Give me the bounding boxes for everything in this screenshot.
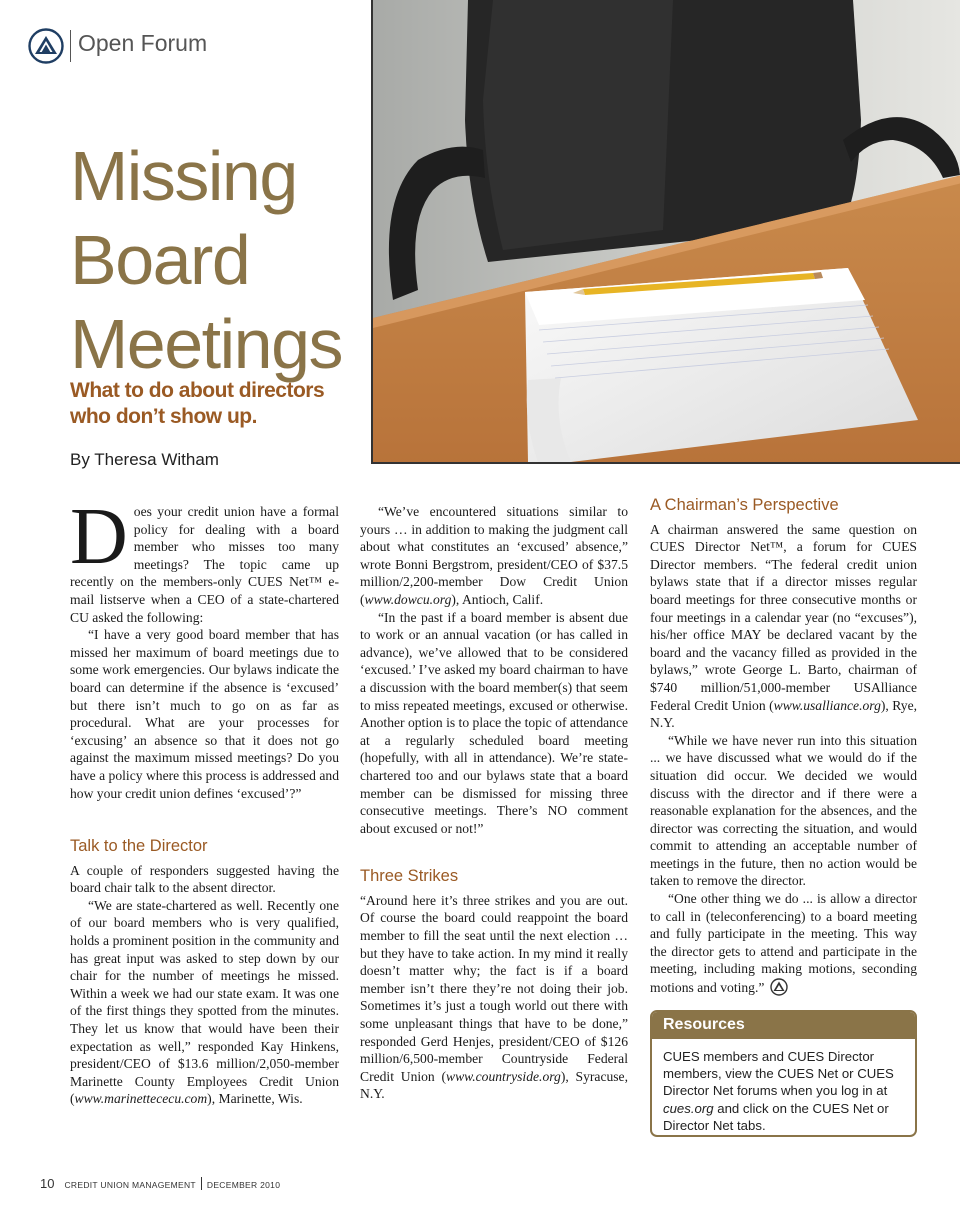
page-number: 10: [40, 1176, 55, 1191]
resources-text-a: CUES members and CUES Director members, view the CUES Net or CUES Director Net forums when you log in at: [663, 1049, 894, 1099]
col1-paragraph-1: [70, 493, 339, 626]
title-line-2: Board: [70, 221, 250, 299]
column-1: [70, 493, 339, 1108]
col1-paragraph-4-text-a: “We are state-chartered as well. Recently one of our board members who is very qualified, holds a prominent position in the community and has great input was asked to step down by our chair for the number of meetings he missed. Within a week we had our state exam. It was one of the first things they spotted from the minutes. They let us know that would have been their expectation as well,” responded Kay Hinkens, president/CEO of $13.6 million/2,050-member Marinette County Employees Credit Union (: [70, 897, 339, 1107]
column-2: [360, 503, 628, 1103]
col2-paragraph-1-text-b: ), Antioch, Calif.: [451, 591, 544, 607]
link-usalliance[interactable]: www.usalliance.org: [773, 697, 881, 713]
column-3: [650, 497, 917, 997]
col1-paragraph-4: [70, 897, 339, 1108]
footer-divider: [201, 1177, 202, 1190]
resources-title: Resources: [652, 1012, 915, 1039]
drop-cap: D: [70, 493, 128, 581]
col1-paragraph-4-text-b: ), Marinette, Wis.: [207, 1091, 303, 1107]
col3-paragraph-1-text-a: A chairman answered the same question on CUES Director Net™, a forum for CUES Director members. “The federal credit union bylaws state that if a director misses regular board meetings for three consecutive months or four meetings in a calendar year (no “excuses”), his/her office MAY be declared vacant by the board and the vacancy filled as provided in the bylaws,” wrote George L. Barto, chairman of $740 million/51,000-member USAlliance Federal Credit Union (: [650, 521, 917, 713]
article-subtitle: [70, 378, 370, 430]
office-chair-desk-paper-pencil-photo: [371, 0, 960, 464]
col2-paragraph-2: “In the past if a board member is absent due to work or an annual vacation (or has called in advance), we’ve allowed that to be considered ‘excused.’ I’ve asked my board chairman to have a discussion with the board member(s) that seem to miss repeated meetings, excused or otherwise. Another option is to place the topic of attendance at a regularly scheduled board meeting (hopefully, with all in attendance). We’re state-chartered too and our bylaws state that a board member can be dismissed for missing three consecutive meetings. There’s NO comment about excused or not!”: [360, 609, 629, 836]
link-dowcu[interactable]: www.dowcu.org: [364, 591, 452, 607]
issue-date: DECEMBER 2010: [206, 1180, 281, 1190]
col1-paragraph-1-text: oes your credit union have a formal policy for dealing with a board member who misses too many meetings? The topic came up recently on the members-only CUES Net™ e-mail listserve when a CEO of a state-chartered CU asked the following:: [70, 504, 339, 625]
col1-paragraph-3: A couple of responders suggested having the board chair talk to the absent director.: [70, 862, 339, 896]
title-line-3: Meetings: [70, 305, 343, 383]
subhead-talk-to-director: Talk to the Director: [70, 837, 208, 856]
col2-paragraph-1: [360, 503, 628, 609]
cues-logo-icon: [28, 28, 64, 64]
section-label: Open Forum: [78, 30, 208, 56]
link-countryside[interactable]: www.countryside.org: [446, 1068, 561, 1084]
col2-paragraph-3-text-a: “Around here it’s three strikes and you are out. Of course the board could reappoint the board member to fill the seat until the next election … but they have to take action. In my mind it really doesn’t matter why; the fact is if a board member isn’t there they’re not doing their job. Sometimes it’s just a tough world out there with some unpleasant things that have to be done,” responded Gerd Henjes, president/CEO of $126 million/6,500-member Countryside Federal Credit Union (: [360, 892, 628, 1084]
link-marinettececu[interactable]: www.marinettececu.com: [74, 1091, 208, 1107]
page-footer: [40, 1176, 280, 1191]
col2-paragraph-3: [360, 892, 628, 1103]
col2-paragraph-1-text-a: “We’ve encountered situations similar to yours … in addition to making the judgment call about what constitutes an ‘excused’ absence,” wrote Bonni Bergstrom, president/CEO of $37.5 million/2,200-member Dow Credit Union (: [360, 504, 628, 607]
subhead-three-strikes: Three Strikes: [360, 867, 459, 886]
col2-paragraph-3-text-b: ), Syracuse, N.Y.: [360, 1068, 628, 1102]
link-cues-org[interactable]: cues.org: [663, 1100, 714, 1116]
subtitle-line-1: What to do about directors: [70, 379, 325, 402]
photo-illustration: [373, 0, 960, 464]
publication-name: CREDIT UNION MANAGEMENT: [64, 1180, 196, 1190]
resources-text: [652, 1039, 915, 1137]
col3-paragraph-1: [650, 521, 917, 732]
col3-paragraph-3-text: “One other thing we do ... is allow a director to call in (teleconferencing) to a board meeting and fully participate in the meeting. This way the director gets to attend and participate in the meeting, including making motions, seconding motions and voting.”: [650, 891, 917, 996]
resources-box: [650, 1010, 917, 1137]
subtitle-line-2: who don’t show up.: [70, 405, 257, 428]
col3-paragraph-2: “While we have never run into this situation ... we have discussed what we would do if the situation did occur. We decided we would discuss with the director and if there were a reasonable explanation for the absences, and the director was correcting the situation, and would commit to attending an acceptable number of meetings in the future, then no action would be taken to remove the director.: [650, 732, 917, 889]
title-line-1: Missing: [70, 137, 297, 215]
resources-text-b: and click on the CUES Net or Director Net tabs.: [663, 1100, 889, 1133]
col3-paragraph-3: [650, 890, 917, 997]
end-of-article-logo-icon: [770, 978, 788, 996]
article-title: [70, 134, 370, 386]
header-divider: [70, 30, 71, 62]
col3-paragraph-1-text-b: ), Rye, N.Y.: [650, 697, 918, 731]
subhead-chairmans-perspective: A Chairman’s Perspective: [650, 496, 839, 514]
col1-paragraph-2: “I have a very good board member that has missed her maximum of board meetings due to some work emergencies. Our bylaws indicate the board can determine if the absence is ‘excused’ but there isn’t much to go on as far as procedural. What are your processes for ‘excusing’ an absence so that it does not go against the maximum missed meetings? Do you have a policy where this process is addressed and how your credit union defines ‘excused’?”: [70, 627, 339, 801]
byline: By Theresa Witham: [70, 450, 219, 469]
